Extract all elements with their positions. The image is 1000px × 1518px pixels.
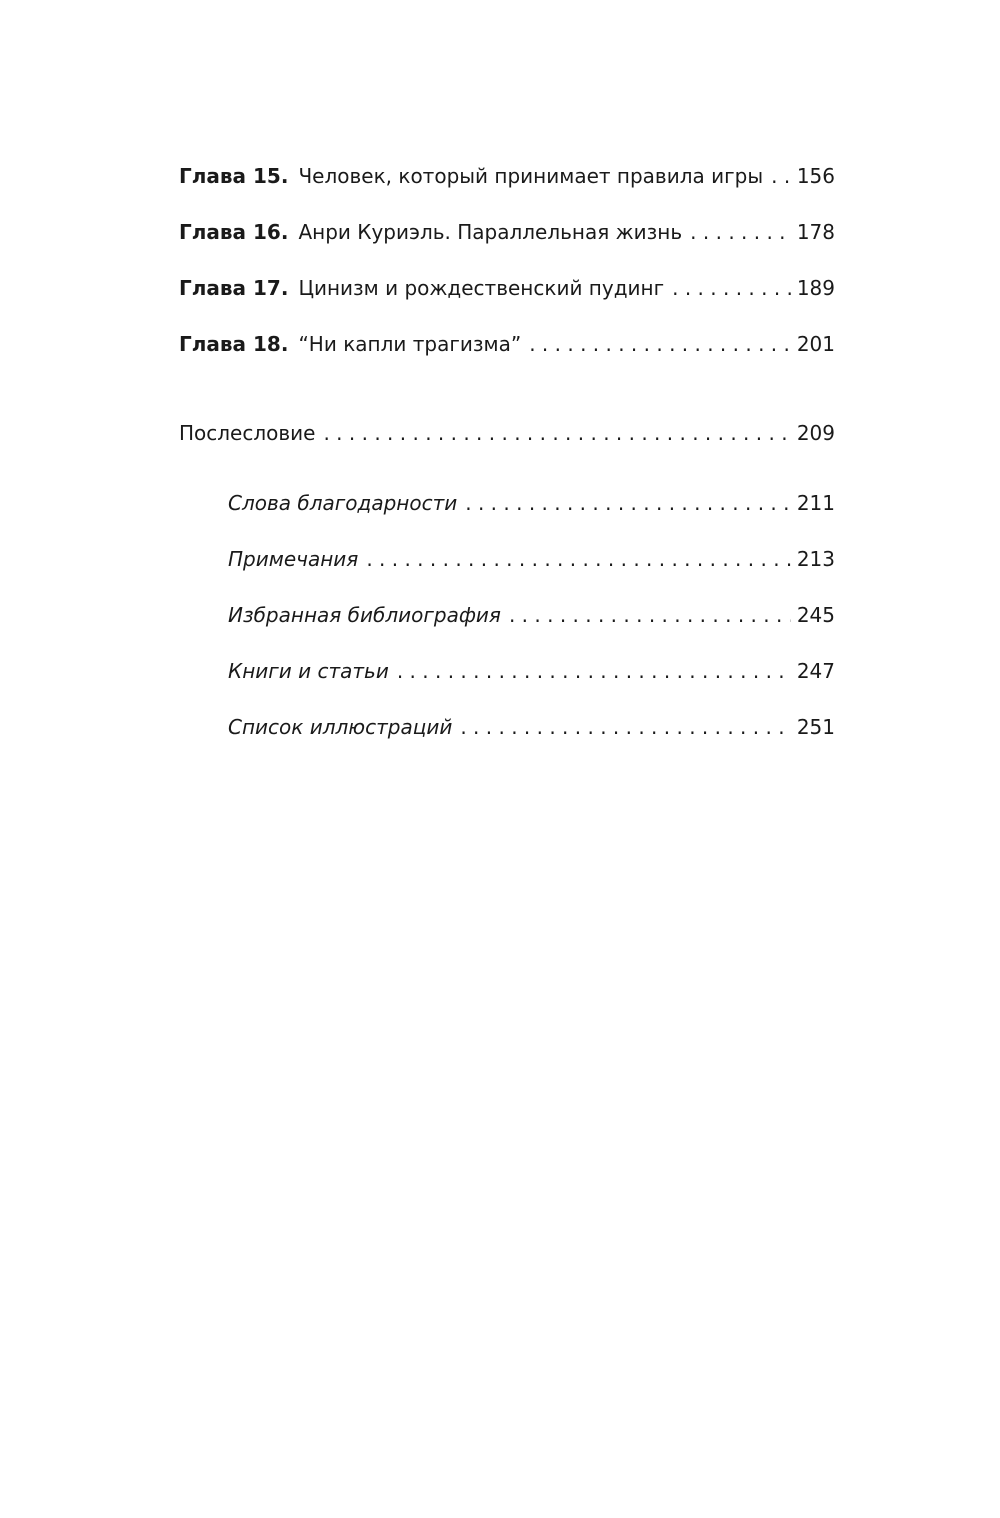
appendix-title: Примечания [228,547,359,571]
dot-leader [690,216,791,248]
dot-leader [397,655,791,687]
afterword-title: Послесловие [179,421,316,445]
appendix-title: Список иллюстраций [228,715,453,739]
toc-entry-chapter-15[interactable] [179,160,835,192]
dot-leader [771,160,791,192]
toc-entry-bibliography[interactable] [228,599,835,631]
toc-entry-chapter-17[interactable] [179,272,835,304]
page-number: 209 [796,421,835,445]
chapter-title: Анри Куриэль. Параллельная жизнь [298,220,683,244]
chapter-label: Глава 16. [179,220,289,244]
toc-entry-books-and-articles[interactable] [228,655,835,687]
dot-leader [509,599,791,631]
dot-leader [460,711,790,743]
dot-leader [529,328,791,360]
page-number: 201 [796,332,835,356]
chapter-label: Глава 17. [179,276,289,300]
toc-entry-list-of-illustrations[interactable] [228,711,835,743]
dot-leader [465,487,791,519]
dot-leader [672,272,791,304]
toc-entry-acknowledgements[interactable] [228,487,835,519]
appendix-title: Книги и статьи [228,659,389,683]
toc-entry-afterword[interactable] [179,417,835,449]
appendix-title: Слова благодарности [228,491,458,515]
page-number: 213 [796,547,835,571]
page-number: 178 [796,220,835,244]
dot-leader [323,417,790,449]
page-number: 245 [796,603,835,627]
chapter-label: Глава 15. [179,164,289,188]
chapter-label: Глава 18. [179,332,289,356]
chapter-title: Цинизм и рождественский пудинг [298,276,665,300]
toc-entry-chapter-16[interactable] [179,216,835,248]
page-number: 247 [796,659,835,683]
page-number: 189 [796,276,835,300]
dot-leader [366,543,791,575]
appendix-title: Избранная библиография [228,603,501,627]
page-number: 211 [796,491,835,515]
page-number: 251 [796,715,835,739]
page-number: 156 [796,164,835,188]
toc-entry-notes[interactable] [228,543,835,575]
toc-entry-chapter-18[interactable] [179,328,835,360]
chapter-title: “Ни капли трагизма” [298,332,522,356]
chapter-title: Человек, который принимает правила игры [298,164,764,188]
